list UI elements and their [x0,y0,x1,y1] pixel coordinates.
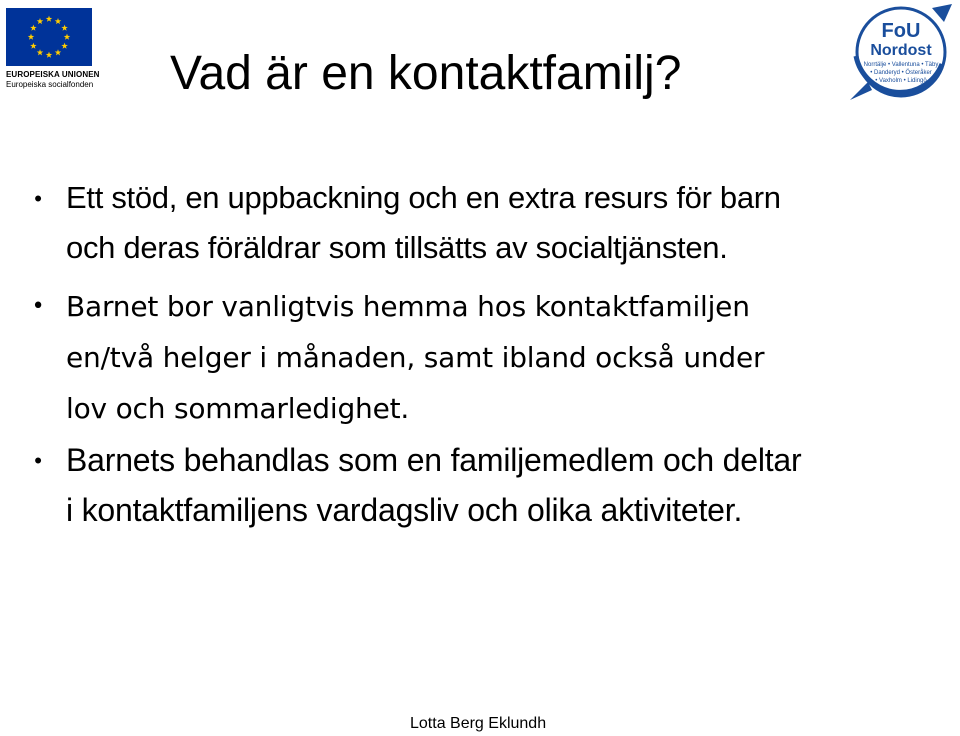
eu-flag-icon [6,8,92,66]
fou-municipalities-line1: Norrtälje • Vallentuna • Täby [863,62,939,68]
slide-footer-author: Lotta Berg Eklundh [410,715,547,732]
bullet-dot: • [34,448,42,473]
bullet-line: lov och sommarledighet. [66,392,410,425]
eu-logo-line1: EUROPEISKA UNIONEN [6,70,100,79]
fou-title-line2: Nordost [870,42,932,59]
bullet-line: Barnets behandlas som en familjemedlem och deltar [66,442,802,478]
bullet-item [31,281,946,434]
eu-logo-line2: Europeiska socialfonden [6,80,94,89]
bullet-dot: • [34,186,42,211]
fou-municipalities-line3: • Vaxholm • Lidingö [875,78,927,84]
bullet-line: i kontaktfamiljens vardagsliv och olika aktiviteter. [66,492,743,528]
bullet-line: och deras föräldrar som tillsätts av socialtjänsten. [66,230,728,265]
bullet-line: Barnet bor vanligtvis hemma hos kontaktfamiljen [66,290,750,323]
bullet-item [34,173,946,273]
fou-title-line1: FoU [881,20,921,42]
bullet-line: Ett stöd, en uppbackning och en extra resurs för barn [66,180,781,215]
bullet-dot: • [31,294,45,319]
slide-title: Vad är en kontaktfamilj? [170,47,682,100]
bullet-line: en/två helger i månaden, samt ibland också under [66,341,765,374]
bullet-item [34,435,946,535]
fou-municipalities-line2: • Danderyd • Österåker [870,70,932,76]
fou-nordost-logo [846,4,956,104]
fou-nordost-emblem-icon [846,4,956,104]
eu-logo [6,8,100,98]
eu-logo-text [6,70,100,90]
